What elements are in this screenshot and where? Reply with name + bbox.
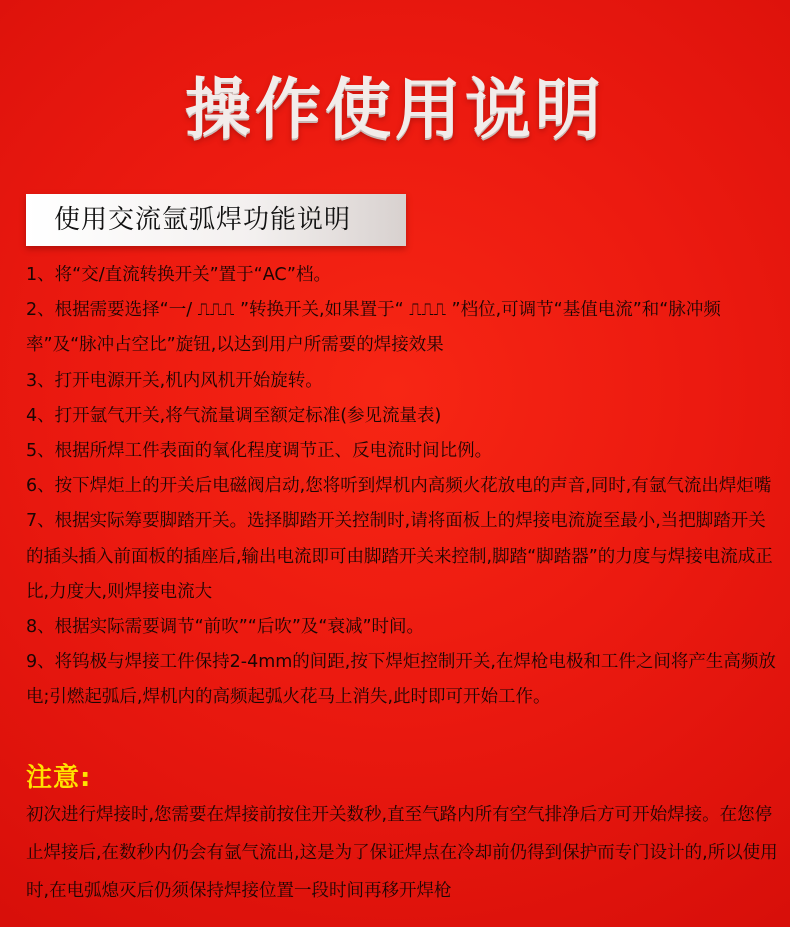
step-6: 6、按下焊炬上的开关后电磁阀启动,您将听到焊机内高频火花放电的声音,同时,有氩气流出焊炬嘴 — [26, 476, 772, 497]
step-3: 3、打开电源开关,机内风机开始旋转。 — [26, 370, 323, 391]
step-8: 8、根据实际需要调节“前吹”“后吹”及“衰减”时间。 — [26, 617, 425, 638]
step-7: 7、根据实际筹要脚踏开关。选择脚踏开关控制时,请将面板上的焊接电流旋至最小,当把脚踏开关的插头插入前面板的插座后,输出电流即可由脚踏开关来控制,脚踏“脚踏器”的力度与焊接电流成正比,力度大,则焊接电流大 — [26, 511, 773, 602]
step-2: 2、根据需要选择“一/ ⎍⎍⎍ ”转换开关,如果置于“ ⎍⎍⎍ ”档位,可调节“基值电流”和“脉冲频率”及“脉冲占空比”旋钮,以达到用户所需要的焊接效果 — [26, 300, 721, 356]
instruction-steps — [26, 258, 778, 716]
notice-text: 初次进行焊接时,您需要在焊接前按住开关数秒,直至气路内所有空气排净后方可开始焊接。在您停止焊接后,在数秒内仍会有氩气流出,这是为了保证焊点在冷却前仍得到保护而专门设计的,所以使用时,在电弧熄灭后仍须保持焊接位置一段时间再移开焊枪 — [26, 805, 778, 901]
step-4: 4、打开氩气开关,将气流量调至额定标准(参见流量表) — [26, 405, 442, 426]
step-1: 1、将“交/直流转换开关”置于“AC”档。 — [26, 265, 332, 285]
section-heading-banner — [26, 194, 406, 246]
page-title: 操作使用说明 — [185, 71, 605, 148]
step-9: 9、将钨极与焊接工件保持2-4mm的间距,按下焊炬控制开关,在焊枪电极和工件之间将产生高频放电;引燃起弧后,焊机内的高频起弧火花马上消失,此时即可开始工作。 — [26, 652, 776, 708]
notice-heading: 注意: — [26, 763, 92, 793]
step-5: 5、根据所焊工件表面的氧化程度调节正、反电流时间比例。 — [26, 441, 493, 462]
section-heading: 使用交流氩弧焊功能说明 — [54, 205, 352, 235]
